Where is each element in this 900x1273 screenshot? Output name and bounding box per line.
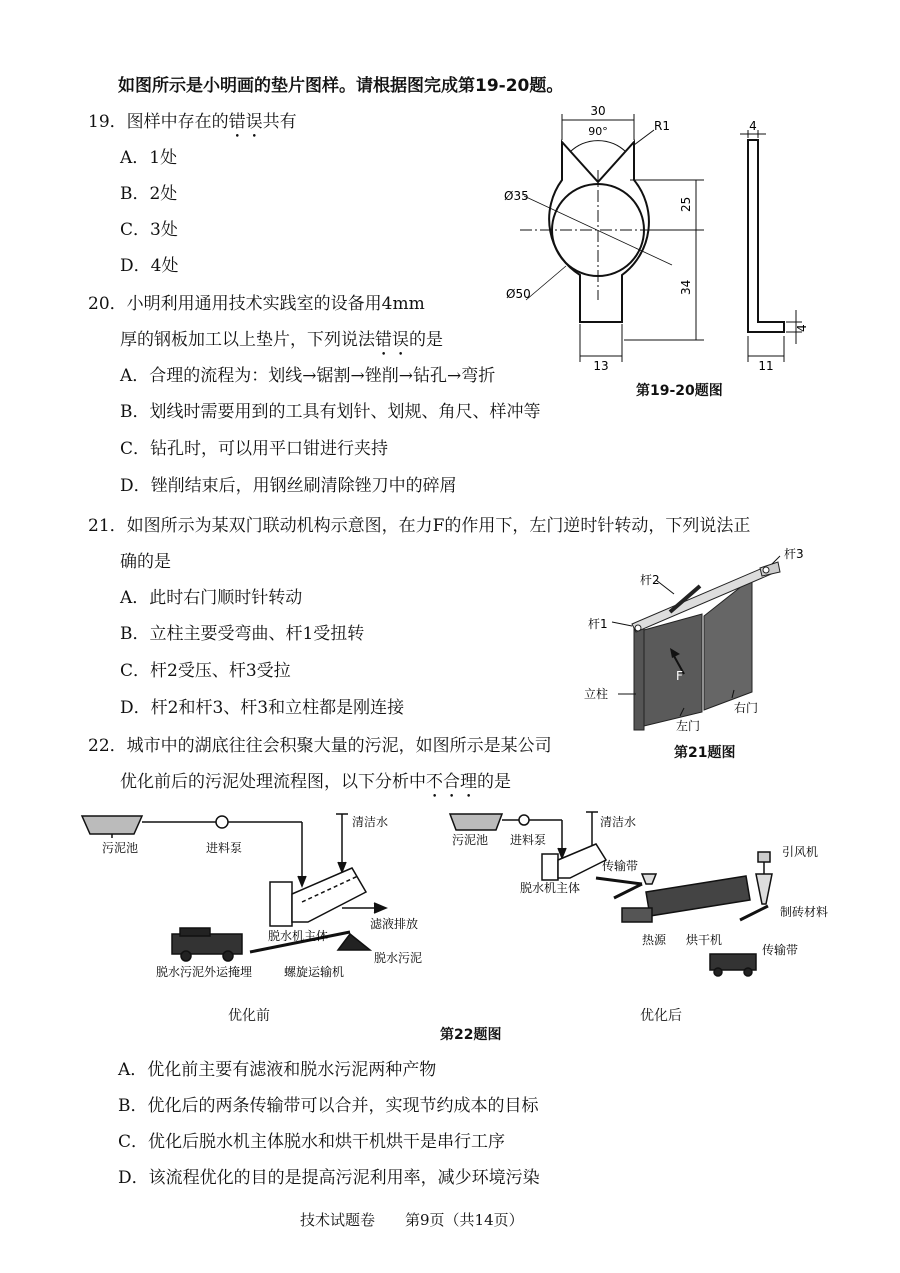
q22-line2-post: 的是 — [477, 772, 511, 792]
label-right-door: 右门 — [734, 701, 759, 715]
label-pillar: 立柱 — [584, 687, 609, 701]
label-rod2: 杆2 — [640, 573, 660, 587]
q20-line2-emph: 错误 — [375, 330, 409, 350]
dim-11: 11 — [758, 359, 774, 373]
after-pool: 污泥池 — [452, 833, 489, 847]
dim-thickness-right: 4 — [795, 324, 809, 332]
q20-option-a: A．合理的流程为：划线→锯割→锉削→钻孔→弯折 — [120, 366, 496, 386]
dim-34: 34 — [679, 279, 693, 295]
after-fan: 引风机 — [782, 845, 819, 859]
q21-line1: 21．如图所示为某双门联动机构示意图，在力F的作用下，左门逆时针转动，下列说法正 — [88, 516, 751, 536]
dim-30: 30 — [590, 104, 606, 118]
q19-stem-post: 共有 — [262, 112, 297, 132]
before-screw: 螺旋运输机 — [284, 965, 345, 979]
q21-option-d: D．杆2和杆3、杆3和立柱都是刚连接 — [120, 698, 405, 718]
fig22-after-title: 优化后 — [640, 1008, 682, 1024]
q20-option-c: C．钻孔时，可以用平口钳进行夹持 — [120, 439, 389, 459]
q22-option-c: C．优化后脱水机主体脱水和烘干机烘干是串行工序 — [118, 1132, 506, 1152]
dim-thickness-top: 4 — [749, 119, 757, 133]
q20-option-d: D．锉削结束后，用钢丝刷清除锉刀中的碎屑 — [120, 476, 457, 496]
before-truck: 脱水污泥外运掩埋 — [156, 965, 253, 979]
q22-line2 — [120, 770, 511, 802]
after-belt1: 传输带 — [602, 859, 639, 873]
flow-before — [80, 804, 440, 984]
label-force: F — [676, 669, 683, 683]
dim-d35: Ø35 — [504, 189, 529, 203]
q20-option-b: B．划线时需要用到的工具有划针、划规、角尺、样冲等 — [120, 402, 541, 422]
q19-stem — [88, 110, 297, 142]
intro-text: 如图所示是小明画的垫片图样。请根据图完成第19-20题。 — [118, 76, 564, 96]
q21-option-b: B．立柱主要受弯曲、杆1受扭转 — [120, 624, 365, 644]
fig1920-caption: 第19-20题图 — [636, 383, 723, 399]
before-sludge: 脱水污泥 — [374, 951, 423, 965]
dim-r1: R1 — [654, 119, 670, 133]
before-filtrate: 滤液排放 — [370, 917, 419, 931]
before-water: 清洁水 — [352, 815, 389, 829]
after-dryer: 烘干机 — [686, 933, 723, 947]
before-pool: 污泥池 — [102, 841, 139, 855]
fig21-caption: 第21题图 — [674, 745, 736, 761]
q19-option-c: C．3处 — [120, 220, 178, 240]
after-belt2: 传输带 — [762, 943, 799, 957]
q21-line2: 确的是 — [120, 552, 171, 572]
double-door-mechanism — [584, 544, 844, 739]
q21-option-a: A．此时右门顺时针转动 — [120, 588, 303, 608]
q22-line1: 22．城市中的湖底往往会积聚大量的污泥，如图所示是某公司 — [88, 736, 552, 756]
dim-13: 13 — [593, 359, 609, 373]
fig22-before-title: 优化前 — [228, 1008, 270, 1024]
page-footer: 技术试题卷 第9页（共14页） — [300, 1211, 524, 1229]
label-left-door: 左门 — [676, 719, 701, 733]
q22-option-b: B．优化后的两条传输带可以合并，实现节约成本的目标 — [118, 1096, 539, 1116]
q20-line1: 20．小明利用通用技术实践室的设备用4mm — [88, 294, 425, 314]
q20-line2-pre: 厚的钢板加工以上垫片，下列说法 — [120, 330, 375, 350]
after-water: 清洁水 — [600, 815, 637, 829]
q19-option-d: D．4处 — [120, 256, 179, 276]
q22-line2-emph: 不合理 — [426, 772, 477, 792]
fig22-caption: 第22题图 — [440, 1027, 502, 1043]
q19-stem-emph: 错误 — [228, 112, 263, 132]
dim-angle: 90° — [588, 125, 608, 138]
dim-25: 25 — [679, 196, 693, 212]
flow-after — [446, 804, 846, 994]
after-brick: 制砖材料 — [780, 905, 829, 919]
q19-stem-pre: 19．图样中存在的 — [88, 112, 229, 132]
before-main: 脱水机主体 — [268, 929, 329, 943]
q19-option-a: A．1处 — [120, 148, 178, 168]
after-pump: 进料泵 — [510, 833, 547, 847]
gasket-drawing — [490, 100, 810, 375]
q22-option-d: D．该流程优化的目的是提高污泥利用率，减少环境污染 — [118, 1168, 540, 1188]
before-pump: 进料泵 — [206, 841, 243, 855]
q20-line2 — [120, 328, 443, 360]
q22-line2-pre: 优化前后的污泥处理流程图，以下分析中 — [120, 772, 426, 792]
q21-option-c: C．杆2受压、杆3受拉 — [120, 661, 291, 681]
dim-d50: Ø50 — [506, 287, 531, 301]
q22-option-a: A．优化前主要有滤液和脱水污泥两种产物 — [118, 1060, 437, 1080]
after-heat: 热源 — [642, 933, 667, 947]
label-rod3: 杆3 — [784, 547, 804, 561]
q19-option-b: B．2处 — [120, 184, 178, 204]
q20-line2-post: 的是 — [409, 330, 443, 350]
label-rod1: 杆1 — [588, 617, 608, 631]
after-main: 脱水机主体 — [520, 881, 581, 895]
